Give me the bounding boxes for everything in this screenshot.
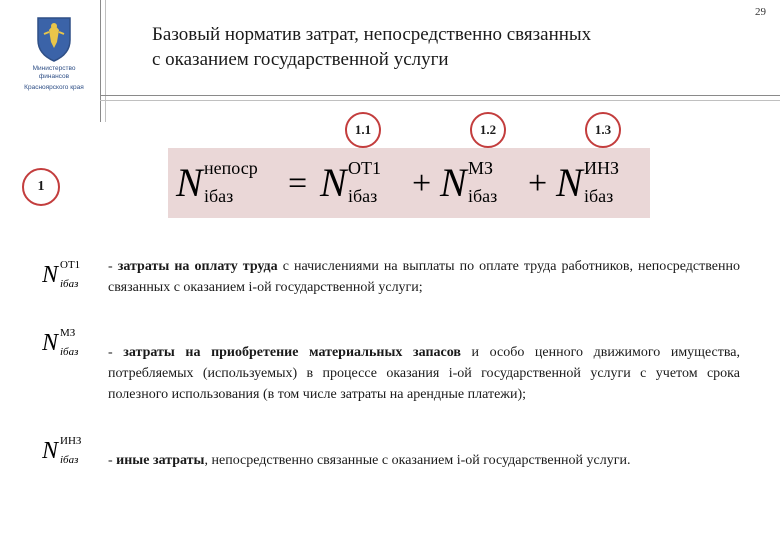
formula-t3-sub: iбаз: [584, 186, 614, 206]
badge-1-2: 1.2: [470, 112, 506, 148]
badge-1: 1: [22, 168, 60, 206]
formula-plus-2: +: [528, 165, 548, 202]
title-line1: Базовый норматив затрат, непосредственно связанных: [152, 24, 592, 45]
badge-1-3: 1.3: [585, 112, 621, 148]
decor-horizontal-line: [100, 95, 780, 96]
formula-n-t2: N: [440, 160, 467, 205]
symbol-inz-sup: ИНЗ: [60, 435, 82, 447]
formula-equals: =: [288, 165, 308, 202]
decor-vertical-line-2: [105, 0, 106, 122]
d2-prefix: -: [108, 345, 124, 360]
formula-n-t3: N: [556, 160, 583, 205]
description-labor-costs: [108, 256, 740, 298]
page-title: [152, 22, 752, 72]
formula-n-lhs: N: [176, 160, 203, 205]
d3-prefix: -: [108, 453, 117, 468]
d1-prefix: -: [108, 259, 118, 274]
symbol-mz-sub: iбаз: [60, 346, 79, 358]
decor-vertical-line: [100, 0, 101, 122]
formula-t1-sup: ОТ1: [348, 158, 381, 178]
symbol-inz-sub: iбаз: [60, 454, 79, 466]
formula-t1-sub: iбаз: [348, 186, 378, 206]
decor-horizontal-line-2: [100, 100, 780, 101]
page-number: 29: [755, 6, 766, 18]
d1-rest: с начислениями на выплаты по оплате труда работников, непосредственно связанных с оказанием i-ой государственной услуги;: [108, 259, 740, 295]
badge-1-1: 1.1: [345, 112, 381, 148]
symbol-mz-n: N: [42, 330, 59, 356]
description-material-costs: [108, 342, 740, 405]
d1-bold: затраты на оплату труда: [117, 259, 278, 274]
title-line2: с оказанием государственной услуги: [152, 49, 449, 70]
description-other-costs: [108, 450, 740, 471]
formula: [168, 148, 650, 218]
logo-line1: Министерство финансов: [32, 65, 76, 80]
d3-rest: , непосредственно связанные с оказанием i-ой государственной услуги.: [204, 453, 631, 468]
formula-t2-sup: МЗ: [468, 158, 494, 178]
formula-lhs-sub: iбаз: [204, 186, 234, 206]
symbol-ot1: [42, 256, 104, 292]
symbol-ot1-sup: ОТ1: [60, 259, 81, 271]
formula-n-t1: N: [320, 160, 347, 205]
formula-t2-sub: iбаз: [468, 186, 498, 206]
formula-box: [168, 148, 650, 218]
formula-lhs-sup: непоср: [204, 158, 258, 178]
symbol-inz-n: N: [42, 438, 59, 464]
formula-t3-sup: ИНЗ: [584, 158, 620, 178]
symbol-mz: [42, 324, 104, 360]
symbol-inz: [42, 432, 104, 468]
d3-bold: иные затраты: [116, 453, 205, 468]
symbol-mz-sup: МЗ: [60, 327, 76, 339]
d2-rest: и особо ценного движимого имущества, потребляемых (используемых) в процессе оказания i-ой государственной услуги с учетом срока полезного использования (в том числе затраты на арендные платежи);: [108, 345, 740, 402]
symbol-ot1-sub: iбаз: [60, 278, 79, 290]
symbol-ot1-n: N: [42, 262, 59, 288]
d2-bold: затраты на приобретение материальных запасов: [123, 345, 461, 360]
formula-plus-1: +: [412, 165, 432, 202]
ministry-logo: [18, 14, 90, 92]
logo-line2: Красноярского края: [24, 84, 84, 91]
coat-of-arms-icon: [34, 14, 74, 62]
